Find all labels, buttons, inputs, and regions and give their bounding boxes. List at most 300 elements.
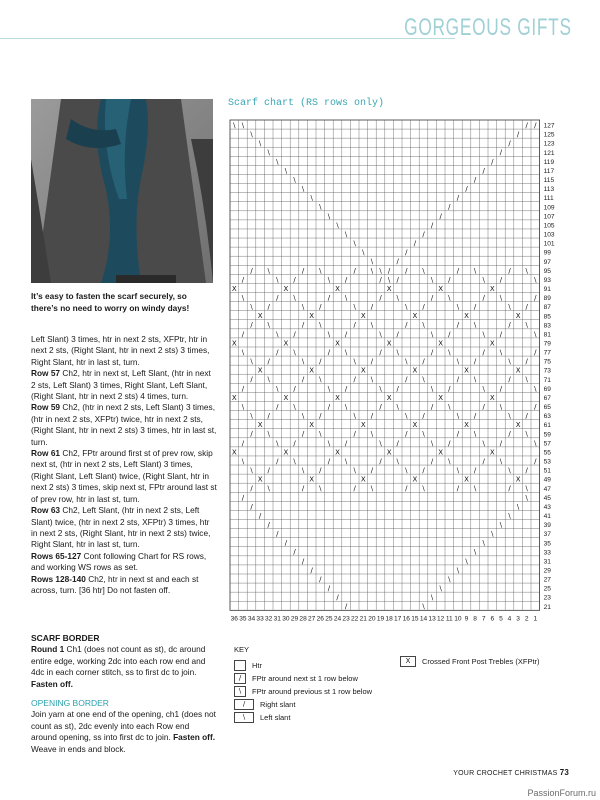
chart-cell-symbol: / [499,330,503,339]
chart-cell-symbol: / [250,484,253,493]
chart-cell-symbol: X [231,284,237,293]
chart-cell-symbol: / [267,521,270,529]
column-label: 14 [419,615,428,623]
chart-cell-symbol: \ [370,266,374,275]
photo-caption: It’s easy to fasten the scarf securely, so there’s no need to worry on windy days! [31,291,190,313]
chart-cell-symbol: / [327,402,331,411]
chart-cell-symbol: / [482,457,485,466]
chart-cell-symbol: \ [344,402,348,411]
chart-cell-symbol: / [405,266,408,275]
column-label: 6 [490,615,495,623]
chart-cell-symbol: \ [370,375,374,384]
row-label: 83 [543,322,551,330]
chart-cell-symbol: X [515,475,521,484]
row-label: 105 [543,222,555,230]
chart-cell-symbol: / [448,439,451,448]
chart-cell-symbol: / [405,321,408,330]
row-label: 77 [543,349,551,357]
column-label: 35 [239,615,247,623]
chart-cell-symbol: / [508,375,511,384]
chart-cell-symbol: / [293,548,296,557]
chart-cell-symbol: \ [482,384,485,393]
chart-cell-symbol: / [284,539,288,548]
chart-cell-symbol: \ [396,402,399,411]
chart-cell-symbol: \ [379,439,382,448]
row-label: 57 [543,440,551,448]
chart-cell-symbol: / [396,330,399,339]
chart-cell-symbol: / [473,175,477,184]
column-label: 26 [316,615,324,623]
row-label: 85 [543,313,551,321]
chart-cell-symbol: / [525,303,528,312]
chart-cell-symbol: \ [250,303,253,312]
chart-cell-symbol: \ [499,457,503,466]
chart-cell-symbol: \ [534,384,537,393]
chart-cell-symbol: \ [405,466,408,475]
chart-cell-symbol: \ [301,466,305,475]
column-label: 22 [351,615,359,623]
chart-cell-symbol: / [319,303,322,312]
row-label: 91 [543,286,551,294]
scarf-photo-illustration [31,99,213,283]
chart-cell-symbol: \ [276,384,279,393]
chart-cell-symbol: \ [344,230,348,239]
chart-cell-symbol: / [327,294,331,302]
chart-cell-symbol: \ [267,266,270,275]
chart-cell-symbol: X [464,312,469,321]
chart-cell-symbol: X [412,421,418,430]
chart-cell-symbol: / [301,266,305,275]
chart-cell-symbol: / [301,557,305,566]
chart-cell-symbol: / [405,248,408,257]
chart-cell-symbol: \ [344,294,348,302]
chart-cell-symbol: \ [508,357,511,366]
column-label: 24 [333,615,342,623]
chart-cell-symbol: / [293,330,296,339]
key-item-htr: Htr [234,660,262,671]
row-label: 109 [543,204,555,212]
chart-cell-symbol: \ [422,602,425,611]
instruction-para: Row 63 Ch2, Left Slant, (htr in next 2 sts, Left Slant) twice, (htr in next 2 sts, XFPtr) 3 times, htr in next 2 sts, (Right Slant, htr in next 2 sts) twice, Right Slant, htr in last st, turn. [31,505,211,550]
chart-cell-symbol: \ [482,330,485,339]
key-item-fptr-prev: \ FPtr around previous st 1 row below [234,686,372,697]
chart-cell-symbol: \ [301,303,305,312]
row-label: 45 [543,494,551,502]
chart-cell-symbol: \ [482,539,485,548]
chart-cell-symbol: / [465,185,468,194]
chart-cell-symbol: \ [473,548,477,557]
chart-cell-symbol: \ [293,457,296,466]
chart-cell-symbol: \ [491,530,494,539]
chart-cell-symbol: \ [456,466,460,475]
chart-cell-symbol: / [344,439,348,448]
chart-cell-symbol: \ [319,375,322,384]
chart-cell-symbol: / [516,130,520,139]
chart-cell-symbol: / [534,348,537,357]
chart-cell-symbol: / [430,402,434,411]
chart-cell-symbol: \ [456,412,460,421]
chart-cell-symbol: / [413,239,417,248]
chart-cell-symbol: / [396,275,399,284]
chart-cell-symbol: \ [241,121,245,130]
chart-cell-symbol: \ [241,402,245,411]
chart-cell-symbol: / [276,348,279,357]
column-label: 12 [437,615,445,623]
chart-cell-symbol: / [267,466,270,475]
chart-cell-symbol: / [482,166,485,175]
chart-cell-symbol: \ [430,384,434,393]
row-label: 49 [543,476,551,484]
chart-cell-symbol: / [482,294,485,302]
chart-cell-symbol: \ [499,348,503,357]
chart-cell-symbol: / [301,375,305,384]
chart-cell-symbol: \ [241,348,245,357]
chart-cell-symbol: / [353,321,356,330]
instruction-para: Left Slant) 3 times, htr in next 2 sts, XFPtr, htr in next 2 sts, (Right Slant, htr in next 2 sts) 3 times, Right Slant, htr in last st, turn. [31,334,210,367]
chart-cell-symbol: X [309,421,315,430]
back-slash-icon: \ [234,686,246,697]
row-label: 115 [543,177,555,185]
chart-cell-symbol: / [301,321,305,330]
chart-cell-symbol: \ [267,430,270,439]
chart-cell-symbol: X [386,393,392,402]
forward-slash-icon: / [234,673,246,684]
scarf-chart [222,114,562,624]
chart-cell-symbol: / [405,375,408,384]
column-label: 23 [342,615,350,623]
chart-cell-symbol: \ [301,412,305,421]
row-label: 31 [543,558,551,566]
chart-cell-symbol: \ [319,203,322,212]
chart-cell-symbol: \ [310,194,313,203]
column-label: 32 [265,615,273,623]
chart-cell-symbol: X [360,366,366,375]
chart-cell-symbol: \ [456,566,460,575]
chart-cell-symbol: / [344,384,348,393]
chart-cell-symbol: / [327,584,331,593]
key-item-right-slant: / Right slant [234,699,295,710]
row-label: 103 [543,231,555,239]
chart-cell-symbol: \ [508,412,511,421]
chart-cell-symbol: \ [276,439,279,448]
chart-cell-symbol: X [257,312,263,321]
opening-border-heading: OPENING BORDER [31,698,109,708]
chart-cell-symbol: / [456,321,460,330]
chart-cell-symbol: \ [448,457,451,466]
row-label: 47 [543,485,551,493]
chart-cell-symbol: / [276,294,279,302]
scarf-photo [31,99,213,283]
column-label: 3 [516,615,520,623]
chart-cell-symbol: \ [534,330,537,339]
chart-cell-symbol: \ [525,493,528,502]
chart-cell-symbol: X [438,393,444,402]
htr-symbol-icon [234,660,246,671]
chart-cell-symbol: / [473,412,477,421]
chart-cell-symbol: \ [508,303,511,312]
chart-cell-symbol: X [515,421,521,430]
chart-cell-symbol: \ [353,412,356,421]
chart-cell-symbol: / [370,303,374,312]
column-label: 28 [299,615,307,623]
chart-cell-symbol: / [499,439,503,448]
chart-cell-symbol: / [525,357,528,366]
column-label: 8 [473,615,477,623]
chart-cell-symbol: / [379,294,382,302]
column-label: 25 [325,615,333,623]
row-label: 35 [543,540,551,548]
chart-cell-symbol: / [301,430,305,439]
chart-cell-symbol: / [241,493,245,502]
chart-cell-symbol: \ [465,557,468,566]
key-item-fptr-next: / FPtr around next st 1 row below [234,673,358,684]
chart-cell-symbol: X [283,284,289,293]
chart-cell-symbol: X [283,393,289,402]
instruction-para: Rows 65-127 Cont following Chart for RS rows, and working WS rows as set. [31,550,207,573]
chart-cell-symbol: \ [473,375,477,384]
instruction-para: Row 57 Ch2, htr in next st, Left Slant, (htr in next 2 sts, Left Slant) 3 times, Right Slant, Left Slant, (Right Slant, htr in next 2 sts) 4 times, turn. [31,368,211,402]
chart-cell-symbol: \ [293,348,296,357]
row-label: 97 [543,258,551,266]
column-label: 11 [445,615,453,623]
chart-cell-symbol: \ [319,321,322,330]
chart-cell-symbol: \ [516,502,520,511]
chart-cell-symbol: \ [250,357,253,366]
chart-cell-symbol: / [499,148,503,157]
chart-cell-symbol: / [353,430,356,439]
chart-cell-symbol: / [525,466,528,475]
chart-cell-symbol: X [515,312,521,321]
column-label: 30 [282,615,290,623]
chart-cell-symbol: \ [396,348,399,357]
chart-cell-symbol: \ [405,303,408,312]
chart-cell-symbol: \ [430,439,434,448]
column-label: 29 [290,615,299,623]
row-label: 101 [543,240,555,248]
column-label: 31 [273,615,281,623]
chart-cell-symbol: / [276,457,279,466]
chart-cell-symbol: \ [396,294,399,302]
chart-cell-symbol: X [386,339,392,348]
chart-cell-symbol: \ [508,466,511,475]
chart-cell-symbol: \ [405,357,408,366]
chart-cell-symbol: / [353,266,356,275]
chart-cell-symbol: / [241,439,245,448]
chart-cell-symbol: / [250,321,253,330]
row-label: 29 [543,567,551,575]
row-label: 37 [543,531,551,539]
column-label: 27 [308,615,316,623]
chart-cell-symbol: / [456,266,460,275]
chart-cell-symbol: \ [250,412,253,421]
row-label: 125 [543,131,555,139]
column-label: 19 [376,615,385,623]
row-label: 117 [543,167,555,175]
chart-cell-symbol: \ [439,584,442,593]
row-label: 95 [543,267,551,275]
row-label: 23 [543,594,551,602]
column-label: 17 [394,615,402,623]
row-label: 55 [543,449,551,457]
row-label: 67 [543,394,551,402]
chart-cell-symbol: / [422,466,425,475]
section-title: GORGEOUS GIFTS [404,14,572,41]
chart-cell-symbol: / [508,266,511,275]
row-label: 59 [543,431,551,439]
row-label: 119 [543,158,555,166]
chart-cell-symbol: \ [250,130,253,139]
row-label: 113 [543,186,555,194]
chart-cell-symbol: \ [499,521,503,529]
chart-cell-symbol: X [335,339,340,348]
chart-cell-symbol: \ [267,375,270,384]
column-label: 34 [247,615,256,623]
row-label: 21 [543,603,551,611]
chart-cell-symbol: \ [319,266,322,275]
chart-cell-symbol: / [482,402,485,411]
chart-cell-symbol: \ [499,402,503,411]
chart-cell-symbol: / [370,357,374,366]
chart-cell-symbol: \ [327,384,331,393]
chart-cell-symbol: / [370,466,374,475]
chart-cell-symbol: / [258,511,262,520]
header-rule [0,38,455,39]
chart-cell-symbol: X [489,284,495,293]
chart-cell-symbol: \ [448,294,451,302]
chart-cell-symbol: \ [319,430,322,439]
chart-cell-symbol: / [396,439,399,448]
chart-cell-symbol: \ [448,348,451,357]
chart-cell-symbol: X [257,366,263,375]
column-label: 20 [368,615,376,623]
row-label: 27 [543,576,551,584]
row-label: 89 [543,295,551,303]
chart-cell-symbol: \ [422,484,425,493]
chart-cell-symbol: / [405,484,408,493]
chart-cell-symbol: / [319,357,322,366]
chart-cell-symbol: / [241,275,245,284]
chart-cell-symbol: / [405,430,408,439]
row-label: 39 [543,522,551,530]
chart-cell-symbol: / [250,430,253,439]
chart-cell-symbol: / [250,266,253,275]
chart-cell-symbol: \ [327,439,331,448]
chart-cell-symbol: / [344,330,348,339]
chart-cell-symbol: / [396,384,399,393]
chart-cell-symbol: \ [473,430,477,439]
chart-cell-symbol: \ [430,275,434,284]
row-label: 63 [543,413,551,421]
column-label: 13 [428,615,436,623]
chart-cell-symbol: \ [422,430,425,439]
chart-cell-symbol: \ [430,593,434,602]
chart-cell-symbol: \ [499,294,503,302]
chart-cell-symbol: \ [267,148,270,157]
chart-cell-symbol: \ [387,275,391,284]
column-label: 1 [533,615,538,623]
chart-cell-symbol: / [422,303,425,312]
chart-cell-symbol: X [309,366,315,375]
chart-cell-symbol: / [456,194,460,203]
instruction-para: Row 61 Ch2, FPtr around first st of prev row, skip next st, (htr in next 2 sts, Left Slant) 3 times, (Right Slant, Left Slant) twice, (Right Slant, htr in next 2 sts) 3 times, skip next st, FPtr around last st of prev row, htr in last st, turn. [31,448,217,504]
chart-cell-symbol: X [231,393,237,402]
row-label: 81 [543,331,551,339]
opening-border-text: Join yarn at one end of the opening, ch1 (does not count as st), 2dc evenly into each Row end around opening, ss into first dc to join. Fasten off. Weave in ends and block. [31,709,216,754]
chart-cell-symbol: X [412,475,418,484]
chart-cell-symbol: / [448,203,451,212]
chart-cell-symbol: \ [456,357,460,366]
chart-cell-symbol: \ [353,466,356,475]
chart-cell-symbol: \ [293,175,296,184]
row-label: 87 [543,304,551,312]
chart-cell-symbol: \ [344,457,348,466]
chart-cell-symbol: X [489,339,495,348]
chart-cell-symbol: X [283,448,289,457]
scarf-border-text: Round 1 Ch1 (does not count as st), dc around entire edge, working 2dc into each row end and 4dc in each corner stitch, ss to first dc to join. Fasten off. [31,644,206,689]
chart-cell-symbol: X [464,366,469,375]
column-label: 18 [385,615,393,623]
chart-cell-symbol: X [489,448,495,457]
chart-cell-symbol: X [386,284,392,293]
chart-cell-symbol: / [525,412,528,421]
chart-cell-symbol: \ [327,330,331,339]
column-label: 21 [359,615,367,623]
chart-cell-symbol: \ [233,121,236,130]
chart-cell-symbol: / [430,294,434,302]
chart-cell-symbol: / [267,303,270,312]
chart-cell-symbol: / [456,375,460,384]
row-label: 43 [543,503,551,511]
chart-cell-symbol: / [430,348,434,357]
chart-cell-symbol: \ [370,430,374,439]
chart-cell-symbol: X [464,475,469,484]
chart-cell-symbol: \ [473,266,477,275]
chart-cell-symbol: \ [353,303,356,312]
chart-cell-symbol: / [534,457,537,466]
instruction-para: Row 59 Ch2, (htr in next 2 sts, Left Slant) 3 times, (htr in next 2 sts, XFPtr) twice, htr in next 2 sts, (Right Slant, htr in next 2 sts) 3 times, htr in last st, turn. [31,402,217,447]
chart-cell-symbol: \ [258,139,262,148]
chart-cell-symbol: \ [525,375,528,384]
chart-cell-symbol: X [309,312,315,321]
chart-cell-symbol: \ [456,303,460,312]
chart-cell-symbol: / [301,484,305,493]
chart-cell-symbol: \ [525,430,528,439]
column-label: 4 [507,615,512,623]
chart-cell-symbol: / [430,457,434,466]
chart-cell-symbol: X [335,284,340,293]
chart-cell-symbol: \ [276,275,279,284]
row-label: 123 [543,140,555,148]
chart-cell-symbol: \ [430,330,434,339]
row-label: 75 [543,358,551,366]
chart-cell-symbol: \ [276,330,279,339]
chart-cell-symbol: / [491,157,494,166]
chart-cell-symbol: \ [327,212,331,221]
chart-cell-symbol: \ [370,484,374,493]
chart-cell-symbol: / [448,275,451,284]
chart-cell-symbol: \ [241,457,245,466]
page-number: 73 [559,768,569,777]
chart-cell-symbol: / [267,412,270,421]
chart-cell-symbol: / [448,330,451,339]
chart-cell-symbol: X [464,421,469,430]
chart-cell-symbol: X [438,284,444,293]
row-labels [544,123,555,611]
chart-cell-symbol: \ [508,511,511,520]
row-label: 121 [543,149,555,157]
chart-cell-symbol: \ [448,402,451,411]
chart-cell-symbol: \ [482,439,485,448]
